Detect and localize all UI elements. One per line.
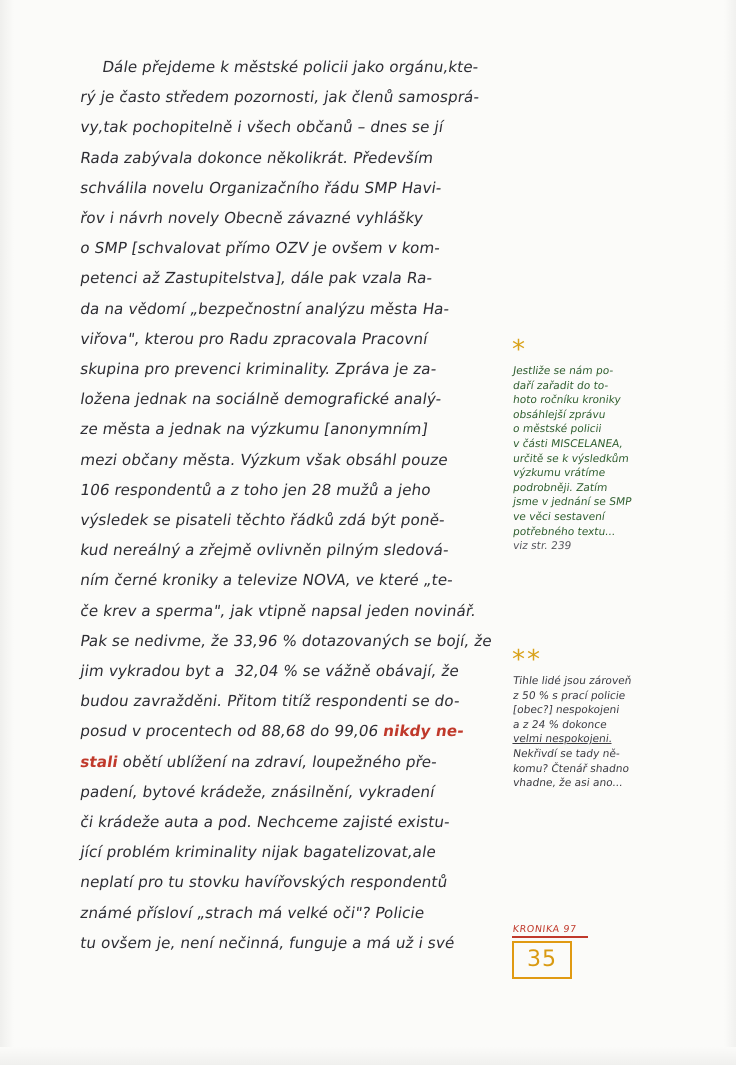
margin-note-line: Nekřivdí se tady ně- bbox=[512, 747, 621, 760]
body-line bbox=[78, 777, 503, 807]
body-line-text: výsledek se pisateli těchto řádků zdá být poně- bbox=[78, 511, 447, 530]
margin-note-1-lines bbox=[512, 364, 680, 554]
margin-note-double-asterisk bbox=[512, 645, 680, 791]
margin-note-line: z 50 % s prací policie bbox=[512, 689, 627, 702]
body-line-text: Rada zabývala dokonce několikrát. Především bbox=[78, 148, 435, 167]
margin-note-line: určitě se k výsledkům bbox=[512, 452, 630, 465]
margin-note-line: a z 24 % dokonce bbox=[512, 718, 608, 731]
body-line-text: vy,tak pochopitelně i všech občanů – dnes se jí bbox=[78, 118, 445, 137]
body-line bbox=[78, 52, 503, 82]
body-line-text: če krev a sperma", jak vtipně napsal jeden novinář. bbox=[78, 601, 478, 620]
body-line-text: rý je často středem pozornosti, jak členů samosprá- bbox=[78, 88, 481, 107]
body-line bbox=[78, 203, 503, 233]
margin-note-line: obsáhlejší zprávu bbox=[512, 408, 607, 421]
margin-note-line: potřebného textu... bbox=[512, 525, 617, 538]
body-line-text: Pak se nedivme, že 33,96 % dotazovaných se bojí, že bbox=[78, 631, 494, 650]
body-line-text: petenci až Zastupitelstva], dále pak vzala Ra- bbox=[78, 269, 434, 288]
body-line-text: obětí ublížení na zdraví, loupežného pře- bbox=[116, 752, 439, 771]
body-line-text: da na vědomí „bezpečnostní analýzu města Ha- bbox=[78, 299, 451, 318]
body-line bbox=[78, 626, 503, 656]
body-line bbox=[78, 928, 503, 958]
margin-note-line: Tihle lidé jsou zároveň bbox=[512, 675, 633, 687]
body-line-text: skupina pro prevenci kriminality. Zpráva je za- bbox=[78, 360, 438, 379]
body-line bbox=[78, 656, 503, 686]
paper-edge-left bbox=[0, 0, 14, 1065]
body-line-text: mezi občany města. Výzkum však obsáhl pouze bbox=[78, 450, 450, 469]
body-line-text: či krádeže auta a pod. Nechceme zajisté existu- bbox=[78, 813, 452, 832]
body-line bbox=[78, 898, 503, 928]
body-line bbox=[78, 354, 503, 384]
body-line-text: jim vykradou byt a 32,04 % se vážně obávají, že bbox=[78, 662, 461, 681]
margin-note-line: [obec?] nespokojeni bbox=[512, 704, 621, 717]
body-line-text: viřova", kterou pro Radu zpracovala Pracovní bbox=[78, 329, 429, 348]
page-number-stamp bbox=[512, 924, 598, 979]
double-asterisk-marker-icon: ** bbox=[512, 645, 542, 675]
body-line-text: kud nereálný a zřejmě ovlivněn pilným sledová- bbox=[78, 541, 451, 560]
body-line bbox=[78, 112, 503, 142]
body-line-text: ze města a jednak na výzkumu [anonymním] bbox=[78, 420, 430, 439]
page-number-box bbox=[512, 941, 572, 979]
body-line bbox=[78, 535, 503, 565]
asterisk-marker-icon: * bbox=[512, 335, 527, 365]
margin-note-2-lines bbox=[512, 674, 680, 791]
highlighted-text: stali bbox=[78, 752, 120, 771]
margin-note-line: vhadne, že asi ano... bbox=[512, 777, 624, 790]
body-line bbox=[78, 233, 503, 263]
body-line-text: o SMP [schvalovat přímo OZV je ovšem v kom- bbox=[78, 239, 442, 258]
body-line bbox=[78, 414, 503, 444]
body-line-text: schválila novelu Organizačního řádu SMP Havi- bbox=[78, 178, 443, 197]
margin-note-line: jsme v jednání se SMP bbox=[512, 496, 633, 509]
body-line bbox=[78, 686, 503, 716]
body-line-text: známé přísloví „strach má velké oči"? Policie bbox=[78, 903, 426, 922]
paper-edge-right bbox=[724, 0, 736, 1065]
margin-note-line: o městské policii bbox=[512, 423, 603, 436]
margin-note-line: Jestliže se nám po- bbox=[512, 365, 615, 377]
body-line bbox=[78, 445, 503, 475]
body-line-text: Dále přejdeme k městské policii jako orgánu,kte- bbox=[100, 58, 480, 76]
body-line bbox=[78, 807, 503, 837]
margin-note-line: výzkumu vrátíme bbox=[512, 467, 606, 480]
margin-note-line: komu? Čtenář shadno bbox=[512, 762, 630, 775]
paper-edge-bottom bbox=[0, 1047, 736, 1065]
body-line bbox=[78, 596, 503, 626]
body-line-text: padení, bytové krádeže, znásilnění, vykradení bbox=[78, 782, 436, 801]
body-line bbox=[78, 475, 503, 505]
body-line bbox=[78, 143, 503, 173]
body-line-text: neplatí pro tu stovku havířovských respondentů bbox=[78, 873, 449, 892]
body-line bbox=[78, 867, 503, 897]
body-line bbox=[78, 837, 503, 867]
margin-note-single-asterisk bbox=[512, 335, 680, 554]
body-line bbox=[78, 324, 503, 354]
body-line bbox=[78, 565, 503, 595]
handwritten-body-text bbox=[78, 52, 498, 958]
margin-note-line: ve věci sestavení bbox=[512, 510, 606, 523]
chronicle-label: KRONIKA 97 bbox=[512, 924, 578, 935]
body-line bbox=[78, 294, 503, 324]
body-line bbox=[78, 384, 503, 414]
body-line bbox=[78, 173, 503, 203]
stamp-underline bbox=[512, 936, 588, 938]
body-line-text: budou zavražděni. Přitom titíž respondenti se do- bbox=[78, 692, 462, 711]
body-line bbox=[78, 263, 503, 293]
body-line bbox=[78, 716, 503, 746]
margin-note-line: hoto ročníku kroniky bbox=[512, 394, 622, 407]
margin-note-line: podrobněji. Zatím bbox=[512, 481, 609, 494]
margin-note-reference: viz str. 239 bbox=[512, 540, 573, 553]
highlighted-text: nikdy ne- bbox=[381, 722, 466, 741]
margin-note-line: daří zařadit do to- bbox=[512, 379, 610, 392]
body-line-text: posud v procentech od 88,68 do 99,06 bbox=[78, 722, 385, 741]
body-line-text: řov i návrh novely Obecně závazné vyhlášky bbox=[78, 209, 425, 228]
body-line bbox=[78, 82, 503, 112]
margin-note-line: v části MISCELANEA, bbox=[512, 437, 624, 450]
body-line-text: ložena jednak na sociálně demografické analý- bbox=[78, 390, 443, 409]
body-line-text: 106 respondentů a z toho jen 28 mužů a jeho bbox=[78, 480, 433, 499]
body-line-text: tu ovšem je, není nečinná, funguje a má už i své bbox=[78, 933, 456, 952]
body-line-text: ním černé kroniky a televize NOVA, ve které „te- bbox=[78, 571, 455, 590]
page-number: 35 bbox=[527, 947, 557, 972]
body-line-text: jící problém kriminality nijak bagatelizovat,ale bbox=[78, 843, 438, 862]
margin-note-line: velmi nespokojeni. bbox=[512, 733, 613, 746]
body-line bbox=[78, 505, 503, 535]
body-line bbox=[78, 747, 503, 777]
